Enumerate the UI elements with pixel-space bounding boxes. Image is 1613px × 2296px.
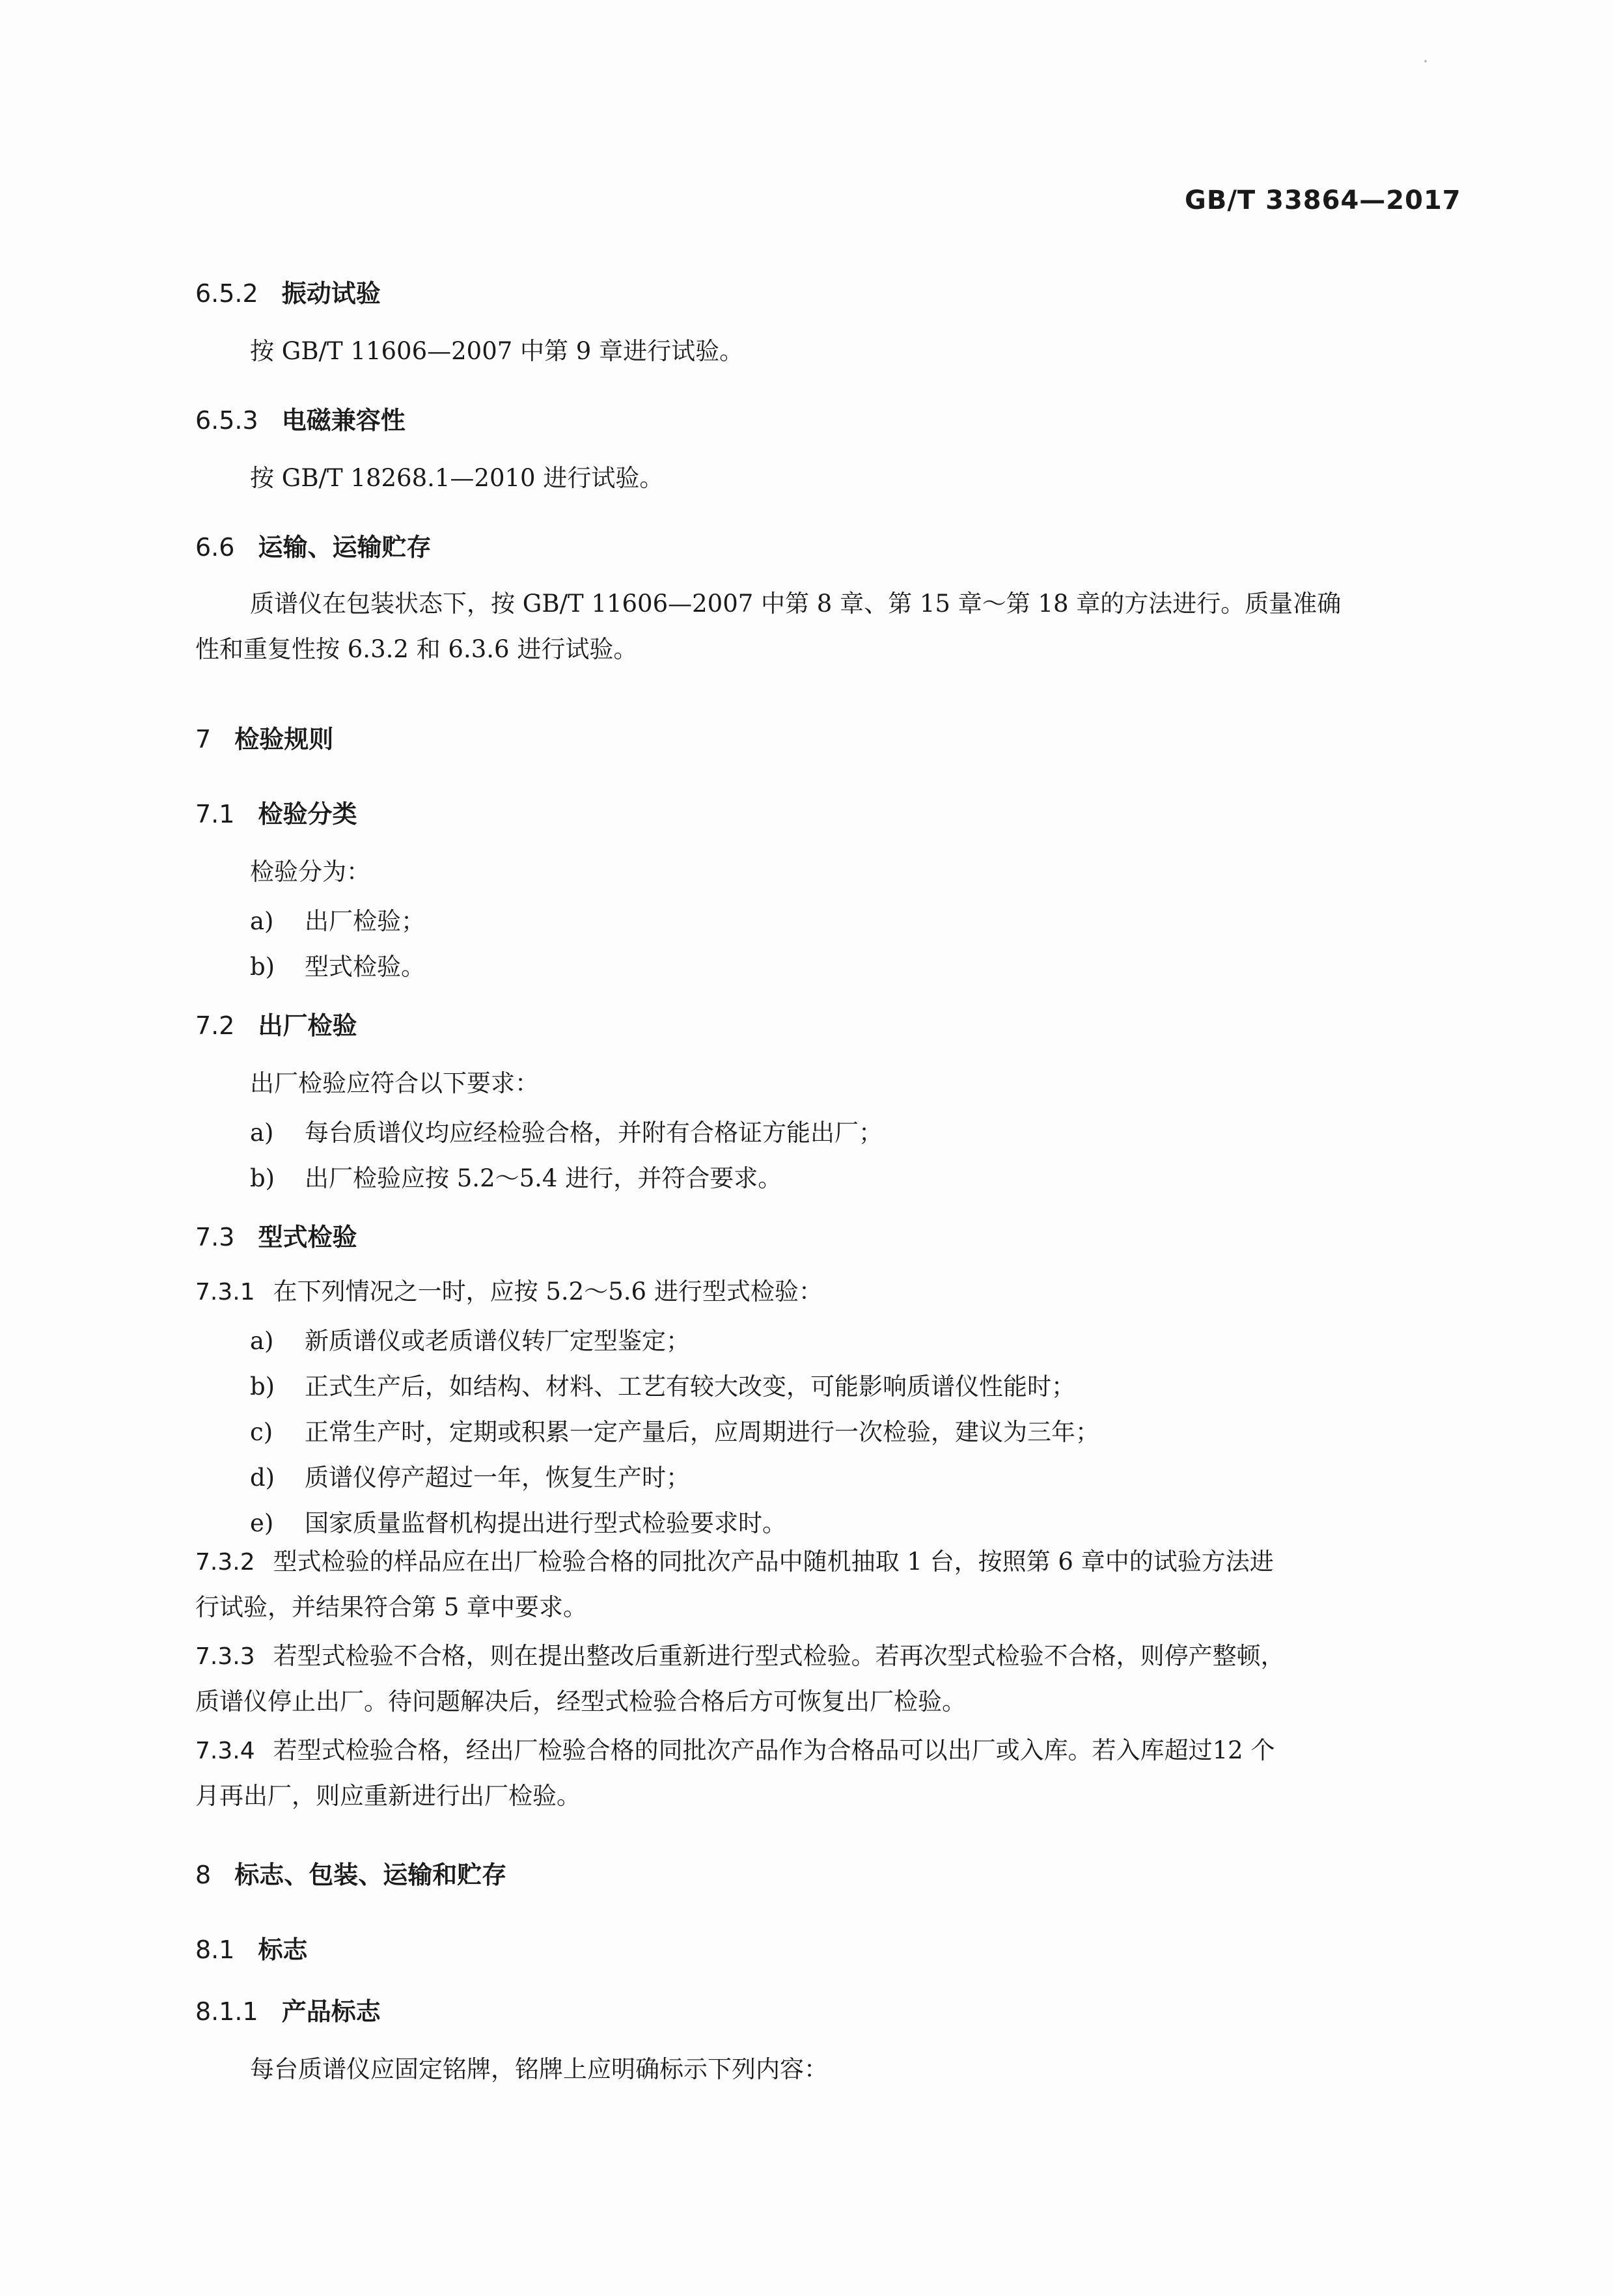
list-item — [250, 1113, 883, 1148]
clause-text-line1: 若型式检验合格，经出厂检验合格的同批次产品作为合格品可以出厂或入库。若入库超过12 个 — [273, 1736, 1275, 1764]
paragraph-7-1-intro: 检验分为： — [250, 858, 370, 886]
clause-number: 7.3.3 — [195, 1643, 255, 1670]
paragraph-6-5-2: 按 GB/T 11606—2007 中第 9 章进行试验。 — [250, 337, 744, 365]
list-marker: a) — [250, 1119, 274, 1147]
heading-title: 型式检验 — [258, 1223, 357, 1251]
heading-8-1-1 — [195, 1991, 381, 2027]
heading-6-5-3 — [195, 400, 406, 436]
list-item — [250, 1458, 690, 1493]
list-text: 国家质量监督机构提出进行型式检验要求时。 — [305, 1509, 786, 1537]
list-text: 质谱仪停产超过一年，恢复生产时； — [305, 1464, 690, 1492]
heading-title: 电磁兼容性 — [281, 406, 406, 435]
heading-title: 检验分类 — [258, 800, 357, 828]
clause-text: 在下列情况之一时，应按 5.2～5.6 进行型式检验： — [273, 1278, 823, 1305]
list-marker: c) — [250, 1418, 273, 1446]
heading-number: 6.5.2 — [195, 279, 258, 308]
list-item — [250, 1412, 1099, 1447]
heading-number: 7.3 — [195, 1223, 235, 1251]
list-item — [250, 947, 425, 982]
standard-number: GB/T 33864—2017 — [1185, 185, 1461, 215]
heading-6-6 — [195, 527, 431, 563]
heading-title: 运输、运输贮存 — [258, 533, 432, 562]
heading-number: 6.5.3 — [195, 406, 258, 435]
list-text: 型式检验。 — [305, 953, 425, 981]
clause-number: 7.3.1 — [195, 1279, 255, 1305]
heading-number: 7.1 — [195, 800, 235, 828]
list-marker: e) — [250, 1509, 274, 1537]
list-marker: d) — [250, 1464, 275, 1492]
clause-7-3-3 — [195, 1637, 1432, 1676]
list-text: 新质谱仪或老质谱仪转厂定型鉴定； — [305, 1327, 690, 1355]
heading-6-5-2 — [195, 273, 381, 309]
heading-number: 7.2 — [195, 1011, 235, 1040]
clause-7-3-3-line2: 质谱仪停止出厂。待问题解决后，经型式检验合格后方可恢复出厂检验。 — [195, 1688, 966, 1715]
clause-7-3-2-line2: 行试验，并结果符合第 5 章中要求。 — [195, 1593, 588, 1621]
list-text: 正常生产时，定期或积累一定产量后，应周期进行一次检验，建议为三年； — [305, 1418, 1099, 1446]
list-marker: b) — [250, 1164, 275, 1192]
list-marker: a) — [250, 1327, 274, 1355]
heading-7 — [195, 719, 333, 755]
list-marker: b) — [250, 1373, 275, 1401]
heading-number: 8 — [195, 1861, 212, 1889]
heading-number: 8.1.1 — [195, 1997, 258, 2026]
paragraph-6-6-line2: 性和重复性按 6.3.2 和 6.3.6 进行试验。 — [195, 635, 638, 663]
scan-speck — [1424, 60, 1427, 62]
clause-7-3-2 — [195, 1542, 1432, 1582]
heading-title: 标志、包装、运输和贮存 — [234, 1861, 507, 1889]
heading-title: 产品标志 — [281, 1997, 381, 2026]
paragraph-7-2-intro: 出厂检验应符合以下要求： — [250, 1069, 539, 1097]
paragraph-8-1-1: 每台质谱仪应固定铭牌，铭牌上应明确标示下列内容： — [250, 2055, 828, 2083]
list-marker: a) — [250, 907, 274, 935]
list-item — [250, 1503, 786, 1538]
paragraph-6-6-line1: 质谱仪在包装状态下，按 GB/T 11606—2007 中第 8 章、第 15 章～第 18 章的方法进行。质量准确 — [250, 590, 1342, 618]
list-item — [250, 901, 425, 936]
clause-text-line1: 型式检验的样品应在出厂检验合格的同批次产品中随机抽取 1 台，按照第 6 章中的试验方法进 — [273, 1548, 1274, 1576]
list-item — [250, 1158, 782, 1194]
list-text: 出厂检验； — [305, 907, 425, 935]
heading-8 — [195, 1855, 506, 1891]
heading-7-1 — [195, 794, 357, 830]
heading-7-3 — [195, 1217, 357, 1253]
clause-text-line1: 若型式检验不合格，则在提出整改后重新进行型式检验。若再次型式检验不合格，则停产整顿， — [273, 1642, 1285, 1670]
clause-number: 7.3.4 — [195, 1738, 255, 1764]
list-text: 正式生产后，如结构、材料、工艺有较大改变，可能影响质谱仪性能时； — [305, 1373, 1075, 1401]
heading-7-2 — [195, 1005, 357, 1041]
list-item — [250, 1367, 1075, 1402]
heading-number: 8.1 — [195, 1935, 235, 1964]
list-item — [250, 1321, 690, 1356]
heading-title: 检验规则 — [234, 725, 334, 754]
clause-7-3-1 — [195, 1272, 1432, 1312]
heading-number: 6.6 — [195, 533, 235, 562]
clause-7-3-4-line2: 月再出厂，则应重新进行出厂检验。 — [195, 1782, 581, 1810]
heading-title: 振动试验 — [281, 279, 381, 308]
heading-8-1 — [195, 1930, 307, 1965]
list-text: 每台质谱仪均应经检验合格，并附有合格证方能出厂； — [305, 1119, 883, 1147]
list-marker: b) — [250, 953, 275, 981]
heading-title: 标志 — [258, 1935, 308, 1964]
list-text: 出厂检验应按 5.2～5.4 进行，并符合要求。 — [305, 1164, 782, 1192]
clause-7-3-4 — [195, 1731, 1432, 1771]
heading-title: 出厂检验 — [258, 1011, 357, 1040]
paragraph-6-5-3: 按 GB/T 18268.1—2010 进行试验。 — [250, 464, 664, 492]
heading-number: 7 — [195, 725, 212, 754]
clause-number: 7.3.2 — [195, 1549, 255, 1576]
